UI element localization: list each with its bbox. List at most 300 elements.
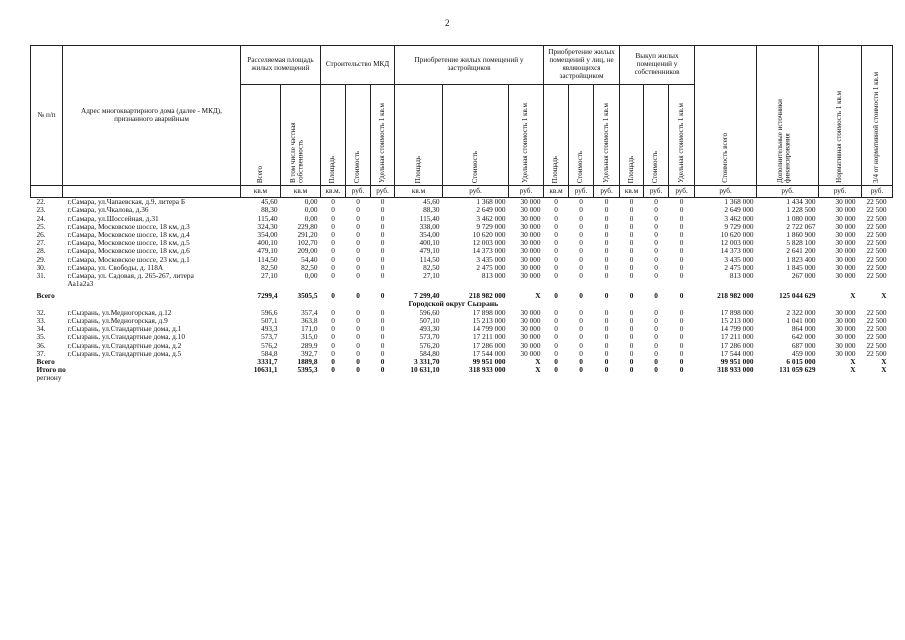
table-cell: 14 799 000 — [472, 324, 506, 334]
header-area-group: Расселяемая площадь жилых помещений — [241, 46, 321, 85]
table-cell: 0 — [629, 291, 634, 301]
table-cell: 596,60 — [419, 307, 440, 317]
table-cell: 479,10 — [257, 246, 278, 256]
header-buy-nondeveloper-group: Приобретение жилых помещений у лиц, не являющихся застройщиком — [544, 46, 620, 85]
table-cell: 0 — [554, 324, 558, 334]
table-cell: 0 — [554, 221, 558, 231]
table-cell: 30 000 — [520, 340, 541, 350]
table-cell: 493,3 — [261, 324, 278, 334]
table-cell: 30 000 — [835, 340, 856, 350]
unit-label: кв.м — [241, 186, 281, 198]
table-cell: 584,8 — [261, 348, 278, 358]
table-cell: 392,7 — [301, 348, 318, 358]
table-cell: 0 — [356, 229, 360, 239]
table-cell: 31. — [36, 270, 46, 280]
table-cell: X — [535, 356, 541, 366]
table-cell: 318 933 000 — [717, 365, 754, 375]
table-cell: 9 729 000 — [476, 221, 506, 231]
table-cell: г.Самара, ул. Свободы, д. 118А — [67, 262, 164, 272]
table-cell: 0 — [579, 246, 583, 256]
table-cell: 0 — [380, 213, 385, 223]
table-cell: 0 — [554, 238, 558, 248]
table-cell: 864 000 — [791, 324, 816, 334]
table-cell: 0 — [356, 365, 360, 375]
table-cell: 0 — [356, 205, 360, 215]
table-cell: 0 — [629, 221, 634, 231]
table-cell: г.Самара, Московское шоссе, 18 км, д.5 — [67, 238, 190, 248]
unit-label: руб. — [757, 186, 819, 198]
table-cell: 0 — [579, 365, 583, 375]
table-cell: 9 729 000 — [724, 221, 754, 231]
table-cell: 1 434 300 — [786, 197, 816, 207]
table-cell: 1 080 000 — [786, 213, 816, 223]
table-cell: 507,10 — [419, 316, 440, 325]
table-cell: 33. — [36, 316, 46, 325]
table-row-continuation — [31, 374, 893, 382]
table-cell — [63, 292, 241, 300]
unit-label: кв.м — [544, 186, 569, 198]
table-cell: 0 — [554, 348, 558, 358]
table-cell: 507,1 — [261, 316, 278, 325]
table-cell: 0 — [380, 316, 385, 325]
table-cell: 0 — [579, 316, 583, 325]
table-row — [31, 272, 893, 280]
table-cell: 35. — [36, 332, 46, 342]
table-cell: 0 — [654, 332, 658, 342]
table-cell: 493,30 — [419, 324, 440, 334]
table-cell: г.Самара, Московское шоссе, 18 км, д.3 — [67, 221, 190, 231]
table-cell: 1889,8 — [297, 356, 318, 366]
table-cell-empty — [757, 280, 819, 288]
table-cell: 0 — [679, 340, 684, 350]
table-cell: 0 — [331, 221, 335, 231]
table-cell: 2 475 000 — [476, 262, 506, 272]
table-cell: 30 000 — [835, 246, 856, 256]
table-cell: 22 500 — [866, 197, 887, 207]
table-cell: 0 — [356, 270, 360, 280]
header-three-quarter: 3/4 от нормативной стоимости 1 кв.м — [862, 46, 893, 186]
unit-label: кв.м — [281, 186, 321, 198]
table-cell: 0 — [654, 291, 658, 301]
table-cell: 3 435 000 — [476, 254, 506, 264]
table-cell: 0 — [356, 221, 360, 231]
table-cell: 0 — [679, 291, 684, 301]
unit-label: руб. — [443, 186, 509, 198]
table-cell: 0 — [356, 238, 360, 248]
table-cell: 3505,5 — [297, 291, 318, 301]
table-cell-empty — [395, 374, 443, 382]
table-cell: 2 322 000 — [786, 307, 816, 317]
table-cell: 573,7 — [261, 332, 278, 342]
table-cell: 315,0 — [301, 332, 318, 342]
table-cell: 1 860 900 — [786, 229, 816, 239]
table-cell: 0 — [554, 213, 558, 223]
table-cell: 30 000 — [835, 213, 856, 223]
table-cell: 0 — [554, 365, 558, 375]
table-cell-empty — [862, 280, 893, 288]
table-cell: 0 — [604, 262, 609, 272]
header-units-row — [31, 186, 893, 198]
table-cell: г.Самара, ул.Шоссейная, д.31 — [67, 213, 159, 223]
table-cell: г.Сызрань, ул.Медногорская, д.9 — [67, 316, 168, 325]
table-cell: 0 — [356, 356, 360, 366]
table-cell: 17 898 000 — [720, 307, 754, 317]
header-dev-cost: Стоимость — [443, 85, 509, 186]
table-cell: 30 000 — [835, 348, 856, 358]
table-cell: 102,70 — [297, 238, 318, 248]
table-cell: 2 475 000 — [724, 262, 754, 272]
header-build-cost: Стоимость — [346, 85, 371, 186]
table-cell: 0 — [380, 332, 385, 342]
table-cell: 23. — [36, 205, 46, 215]
table-cell: X — [850, 365, 856, 375]
table-cell: 3 435 000 — [724, 254, 754, 264]
table-cell: 0 — [356, 332, 360, 342]
table-cell: 0,00 — [304, 270, 318, 280]
table-cell: 0 — [579, 307, 583, 317]
table-cell: 0 — [356, 254, 360, 264]
table-cell-empty — [443, 374, 509, 382]
table-cell: 0 — [356, 262, 360, 272]
table-cell: 0 — [654, 238, 658, 248]
table-cell: 22 500 — [866, 213, 887, 223]
table-cell: 17 898 000 — [472, 307, 506, 317]
table-cell: Итого по — [36, 365, 66, 375]
unit-label: кв.м — [395, 186, 443, 198]
table-cell: 0 — [554, 316, 558, 325]
table-cell-empty — [346, 374, 371, 382]
table-cell: 22 500 — [866, 324, 887, 334]
table-cell: 0 — [604, 348, 609, 358]
table-cell: 0 — [331, 340, 335, 350]
table-cell: 0 — [554, 270, 558, 280]
table-cell: 1 845 000 — [786, 262, 816, 272]
table-row — [31, 206, 893, 214]
table-cell: 0 — [331, 213, 335, 223]
table-cell: 0 — [331, 197, 335, 207]
table-cell: 0 — [654, 316, 658, 325]
table-cell: 45,60 — [423, 197, 440, 207]
table-cell: 0 — [380, 365, 385, 375]
table-cell: г.Самара, ул. Садовая, д. 265-267, литера — [67, 270, 194, 280]
header-area-private: В том числе частная собственность — [281, 85, 321, 186]
table-cell-empty — [346, 280, 371, 288]
table-cell: 30 000 — [835, 229, 856, 239]
table-cell: 30 000 — [835, 324, 856, 334]
table-cell: 0 — [654, 229, 658, 239]
table-cell-empty — [819, 280, 862, 288]
table-cell-empty — [509, 374, 544, 382]
table-cell: 30 000 — [835, 307, 856, 317]
table-cell: 30 000 — [520, 324, 541, 334]
table-cell: 0 — [629, 356, 634, 366]
header-nondev-unit: Удельная стоимость 1 кв.м — [594, 85, 620, 186]
table-cell: 0 — [629, 197, 634, 207]
table-cell: 7 299,40 — [413, 291, 440, 301]
table-cell: 22 500 — [866, 307, 887, 317]
table-cell: 30 000 — [520, 348, 541, 358]
table-cell-continuation: Аа1а2а3 — [67, 279, 94, 289]
table-cell: 0 — [579, 291, 583, 301]
table-cell: 0 — [679, 262, 684, 272]
table-cell: 0 — [654, 262, 658, 272]
table-cell: 0,00 — [304, 197, 318, 207]
table-cell: 400,10 — [257, 238, 278, 248]
table-cell: 0 — [604, 205, 609, 215]
table-cell: 0 — [654, 254, 658, 264]
table-cell: 0 — [554, 197, 558, 207]
table-cell: 30 000 — [835, 254, 856, 264]
header-nondev-area: Площадь — [544, 85, 569, 186]
table-cell-empty — [281, 280, 321, 288]
table-cell: 0 — [604, 229, 609, 239]
table-cell: X — [850, 356, 856, 366]
unit-label: руб. — [819, 186, 862, 198]
table-cell: 0 — [331, 356, 335, 366]
section-title: Городской округ Сызрань — [408, 299, 499, 309]
table-cell: 400,10 — [419, 238, 440, 248]
table-cell: 0 — [554, 291, 558, 301]
table-cell: 1 368 000 — [476, 197, 506, 207]
table-cell: 0 — [380, 197, 385, 207]
table-cell: 0 — [579, 229, 583, 239]
table-cell: 0 — [356, 197, 360, 207]
table-cell-empty — [819, 374, 862, 382]
table-cell: 229,80 — [297, 221, 318, 231]
table-cell: 0 — [554, 340, 558, 350]
table-cell: 17 544 000 — [720, 348, 754, 358]
header-buyout-cost: Стоимость — [644, 85, 669, 186]
table-cell: 10 631,10 — [410, 365, 440, 375]
table-cell: 0 — [604, 238, 609, 248]
table-cell: 17 211 000 — [720, 332, 754, 342]
table-row-continuation — [31, 280, 893, 288]
table-cell: 0 — [654, 340, 658, 350]
table-cell: 22 500 — [866, 254, 887, 264]
table-cell: 0 — [554, 262, 558, 272]
table-cell: 30 000 — [520, 213, 541, 223]
table-cell: 0 — [654, 246, 658, 256]
table-cell: 0 — [331, 332, 335, 342]
table-cell: 5395,3 — [297, 365, 318, 375]
table-cell: 99 951 000 — [472, 356, 506, 366]
table-cell: 0 — [604, 332, 609, 342]
table-cell: 0 — [554, 246, 558, 256]
table-cell: 12 003 000 — [472, 238, 506, 248]
table-cell: 0 — [331, 229, 335, 239]
unit-label: руб. — [669, 186, 695, 198]
table-cell-empty — [544, 280, 569, 288]
table-cell: 0 — [380, 324, 385, 334]
table-cell: 0 — [604, 356, 609, 366]
table-cell: 0 — [356, 316, 360, 325]
table-cell: 32. — [36, 307, 46, 317]
table-cell: 0 — [679, 365, 684, 375]
table-cell: 26. — [36, 229, 46, 239]
table-cell: 0 — [679, 197, 684, 207]
table-cell-empty — [669, 280, 695, 288]
table-cell: 0 — [604, 213, 609, 223]
table-cell-empty — [644, 374, 669, 382]
unit-label: кв.м. — [321, 186, 346, 198]
header-build-area: Площадь — [321, 85, 346, 186]
table-cell: 0 — [579, 324, 583, 334]
header-buy-developer-group: Приобретение жилых помещений у застройщиков — [395, 46, 544, 85]
table-cell-empty — [644, 280, 669, 288]
table-cell-empty — [395, 280, 443, 288]
table-cell: 0,00 — [304, 205, 318, 215]
table-cell: г.Сызрань, ул.Стандартные дома, д.5 — [67, 348, 182, 358]
table-cell: 0 — [604, 221, 609, 231]
table-cell-empty — [669, 374, 695, 382]
table-cell: 2 722 067 — [786, 221, 816, 231]
unit-label: руб. — [569, 186, 594, 198]
table-cell: X — [881, 356, 887, 366]
table-cell-empty — [620, 280, 644, 288]
table-cell: 0 — [629, 332, 634, 342]
header-buyout-unit: Удельная стоимость 1 кв.м — [669, 85, 695, 186]
table-cell: 0 — [331, 348, 335, 358]
table-cell: 15 213 000 — [472, 316, 506, 325]
table-cell: 0 — [679, 316, 684, 325]
table-cell: 1 041 000 — [786, 316, 816, 325]
table-cell: 0 — [679, 254, 684, 264]
header-nondev-cost: Стоимость — [569, 85, 594, 186]
table-cell: 0 — [654, 270, 658, 280]
table-cell-empty — [569, 280, 594, 288]
table-cell: 0 — [331, 291, 335, 301]
table-cell: 0 — [579, 213, 583, 223]
table-cell: 22 500 — [866, 238, 887, 248]
table-cell: 1 228 500 — [786, 205, 816, 215]
table-cell: 479,10 — [419, 246, 440, 256]
table-cell: 0 — [380, 221, 385, 231]
unit-label: руб. — [509, 186, 544, 198]
table-cell: 0 — [579, 238, 583, 248]
table-cell: 10631,1 — [253, 365, 278, 375]
table-cell: 0 — [380, 340, 385, 350]
table-cell: 0 — [554, 205, 558, 215]
table-cell: 0 — [356, 324, 360, 334]
table-cell: 0 — [679, 205, 684, 215]
table-cell: 0 — [679, 246, 684, 256]
table-cell: 0 — [604, 340, 609, 350]
table-cell-empty — [443, 280, 509, 288]
table-cell-empty — [594, 280, 620, 288]
table-cell: 573,70 — [419, 332, 440, 342]
table-row — [31, 350, 893, 358]
table-cell: 0 — [604, 254, 609, 264]
table-cell: 0 — [579, 270, 583, 280]
table-cell: 6 015 000 — [786, 356, 816, 366]
table-cell: 22 500 — [866, 229, 887, 239]
table-cell: 0 — [654, 307, 658, 317]
table-cell: 22 500 — [866, 262, 887, 272]
table-cell: 0 — [380, 205, 385, 215]
table-cell: 10 620 000 — [720, 229, 754, 239]
table-cell: 30 000 — [835, 197, 856, 207]
table-cell: 0 — [579, 356, 583, 366]
table-cell: 7299,4 — [257, 291, 278, 301]
table-cell: г.Самара, ул.Чапаевская, д.9, литера Б — [67, 197, 186, 207]
table-cell: 30 000 — [520, 221, 541, 231]
table-cell: 0 — [679, 229, 684, 239]
unit-label: кв.м — [620, 186, 644, 198]
table-cell: 1 823 400 — [786, 254, 816, 264]
header-build-group: Строительство МКД — [321, 46, 395, 85]
table-cell: 0 — [331, 238, 335, 248]
table-body — [31, 198, 893, 383]
table-cell: 30 000 — [520, 262, 541, 272]
table-cell: г.Самара, ул.Чкалова, д.36 — [67, 205, 149, 215]
table-cell: 267 000 — [791, 270, 816, 280]
table-cell: г.Сызрань, ул.Стандартные дома, д.1 — [67, 324, 182, 334]
table-cell: г.Самара, Московское шоссе, 18 км, д.6 — [67, 246, 190, 256]
table-cell: 0 — [380, 348, 385, 358]
table-cell: 0 — [331, 270, 335, 280]
table-cell: 357,4 — [301, 307, 318, 317]
table-cell: 0 — [629, 238, 634, 248]
table-cell: 24. — [36, 213, 46, 223]
table-cell: 324,30 — [257, 221, 278, 231]
table-cell-empty — [594, 374, 620, 382]
table-cell: 0 — [331, 246, 335, 256]
table-cell: X — [881, 291, 887, 301]
table-cell: г.Самара, Московское шоссе, 23 км, д.1 — [67, 254, 190, 264]
table-cell: 0 — [380, 270, 385, 280]
table-cell: 0 — [604, 324, 609, 334]
table-cell: 37. — [36, 348, 46, 358]
table-cell: 30 000 — [520, 270, 541, 280]
table-cell: 576,20 — [419, 340, 440, 350]
table-cell: 30 000 — [520, 316, 541, 325]
table-cell-empty — [544, 374, 569, 382]
table-cell: 0 — [604, 197, 609, 207]
table-cell: 0 — [629, 316, 634, 325]
table-cell-empty — [321, 280, 346, 288]
table-cell: г.Самара, Московское шоссе, 18 км, д.4 — [67, 229, 190, 239]
table-cell: 14 373 000 — [472, 246, 506, 256]
table-cell: 29. — [36, 254, 46, 264]
table-cell-continuation: региону — [36, 373, 62, 383]
table-cell: 22 500 — [866, 221, 887, 231]
unit-label: руб. — [594, 186, 620, 198]
page-number: 2 — [445, 18, 450, 28]
table-cell: 30 000 — [835, 221, 856, 231]
table-cell: 3331,7 — [257, 356, 278, 366]
table-cell: 22 500 — [866, 316, 887, 325]
table-cell: 0 — [554, 254, 558, 264]
units-spacer-address — [63, 186, 241, 198]
table-cell: 22 500 — [866, 340, 887, 350]
table-cell: 30 000 — [835, 332, 856, 342]
table-cell: 0 — [654, 213, 658, 223]
table-cell: 596,6 — [261, 307, 278, 317]
table-cell: 0 — [679, 307, 684, 317]
table-cell: 30 000 — [520, 246, 541, 256]
table-cell: 22 500 — [866, 348, 887, 358]
table-cell: г.Сызрань, ул.Медногорская, д.12 — [67, 307, 172, 317]
table-cell: 30 000 — [520, 197, 541, 207]
table-cell: 30 000 — [835, 238, 856, 248]
table-cell: 576,2 — [261, 340, 278, 350]
table-cell: 0 — [579, 340, 583, 350]
table-cell: 0 — [579, 205, 583, 215]
table-cell: г.Сызрань, ул.Стандартные дома, д.2 — [67, 340, 182, 350]
table-cell: 0 — [654, 221, 658, 231]
table-cell-empty — [620, 374, 644, 382]
table-cell: 0 — [604, 307, 609, 317]
